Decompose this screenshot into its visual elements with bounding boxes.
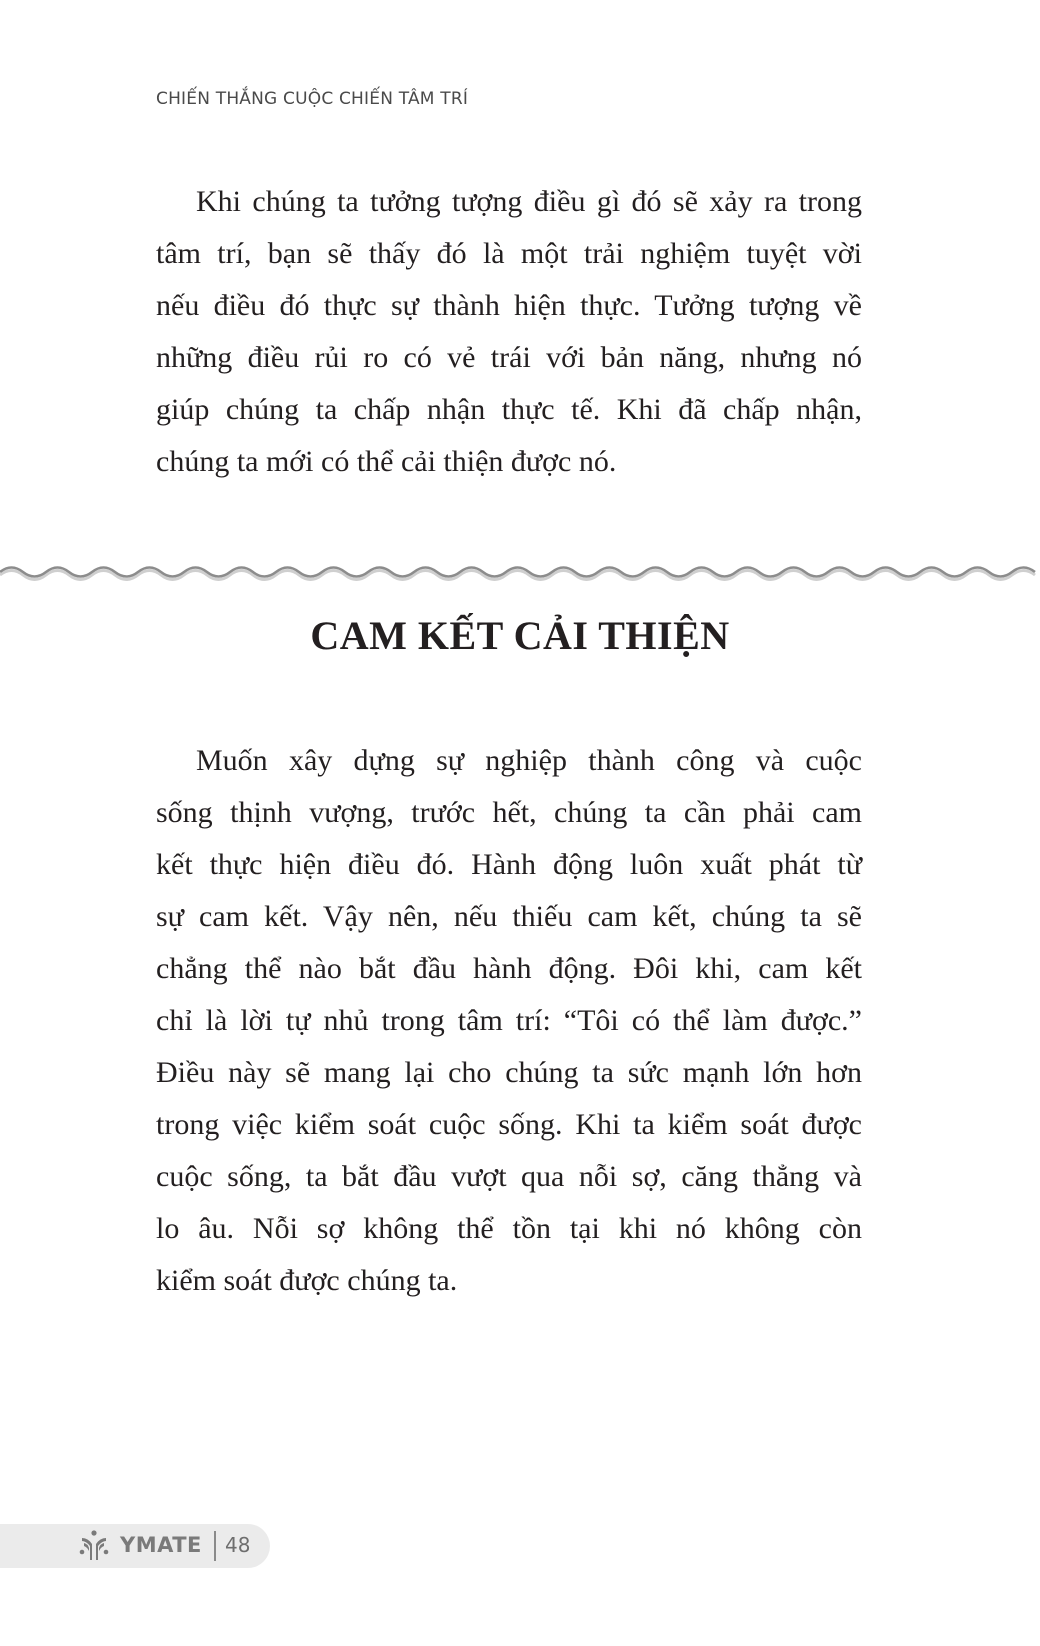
paragraph-line: sự cam kết. Vậy nên, nếu thiếu cam kết, chúng ta sẽ	[156, 900, 862, 933]
section-title: CAM KẾT CẢI THIỆN	[310, 613, 730, 658]
paragraph-line: chỉ là lời tự nhủ trong tâm trí: “Tôi có thể làm được.”	[156, 1004, 862, 1037]
paragraph-line: Khi chúng ta tưởng tượng điều gì đó sẽ xảy ra trong	[196, 185, 862, 218]
paragraph-2	[156, 735, 862, 1307]
paragraph-line: cuộc sống, ta bắt đầu vượt qua nỗi sợ, căng thẳng và	[156, 1160, 862, 1193]
paragraph-1	[156, 176, 862, 488]
brand-name: YMATE	[120, 1533, 202, 1557]
paragraph-line: chẳng thể nào bắt đầu hành động. Đôi khi, cam kết	[156, 952, 862, 985]
paragraph-line: Điều này sẽ mang lại cho chúng ta sức mạnh lớn hơn	[156, 1056, 862, 1089]
paragraph-line: trong việc kiểm soát cuộc sống. Khi ta kiểm soát được	[156, 1108, 862, 1141]
paragraph-line: lo âu. Nỗi sợ không thể tồn tại khi nó không còn	[156, 1212, 862, 1245]
paragraph-line: kết thực hiện điều đó. Hành động luôn xuất phát từ	[156, 848, 862, 881]
ymate-logo-icon	[79, 1529, 109, 1563]
footer-divider	[214, 1531, 216, 1561]
wavy-divider-icon	[0, 560, 1040, 590]
paragraph-line: kiểm soát được chúng ta.	[156, 1264, 458, 1297]
paragraph-line: nếu điều đó thực sự thành hiện thực. Tưởng tượng về	[156, 289, 862, 322]
running-header: CHIẾN THẮNG CUỘC CHIẾN TÂM TRÍ	[156, 89, 469, 109]
page-number: 48	[225, 1533, 251, 1557]
paragraph-line: sống thịnh vượng, trước hết, chúng ta cần phải cam	[156, 796, 862, 829]
paragraph-line: chúng ta mới có thể cải thiện được nó.	[156, 445, 617, 478]
paragraph-line: tâm trí, bạn sẽ thấy đó là một trải nghiệm tuyệt vời	[156, 237, 862, 270]
paragraph-line: giúp chúng ta chấp nhận thực tế. Khi đã chấp nhận,	[156, 393, 862, 426]
paragraph-line: Muốn xây dựng sự nghiệp thành công và cuộc	[196, 744, 862, 777]
paragraph-line: những điều rủi ro có vẻ trái với bản năng, nhưng nó	[156, 341, 862, 374]
